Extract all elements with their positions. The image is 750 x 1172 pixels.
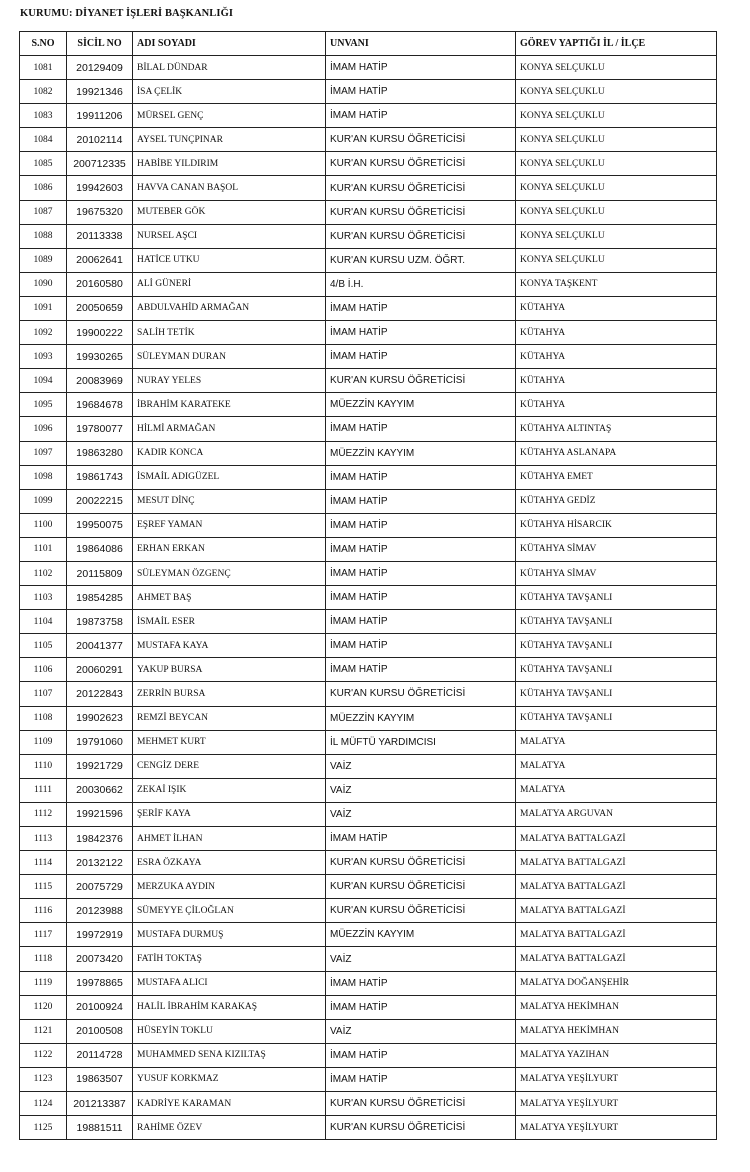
job-title: İMAM HATİP — [326, 296, 516, 320]
row-number: 1086 — [20, 176, 67, 200]
sicil-number: 20113338 — [67, 224, 133, 248]
duty-location: KÜTAHYA TAVŞANLI — [516, 634, 717, 658]
row-number: 1125 — [20, 1116, 67, 1140]
sicil-number: 19950075 — [67, 513, 133, 537]
table-row — [20, 513, 717, 537]
duty-location: KÜTAHYA ALTINTAŞ — [516, 417, 717, 441]
table-body — [20, 56, 717, 1140]
job-title: KUR'AN KURSU ÖĞRETİCİSİ — [326, 224, 516, 248]
table-row — [20, 947, 717, 971]
row-number: 1111 — [20, 778, 67, 802]
full-name: SALİH TETİK — [133, 321, 326, 345]
table-row — [20, 56, 717, 80]
duty-location: MALATYA BATTALGAZİ — [516, 851, 717, 875]
job-title: İMAM HATİP — [326, 56, 516, 80]
duty-location: KÜTAHYA — [516, 296, 717, 320]
full-name: MEHMET KURT — [133, 730, 326, 754]
full-name: AHMET İLHAN — [133, 827, 326, 851]
table-row — [20, 827, 717, 851]
table-row — [20, 200, 717, 224]
table-row — [20, 345, 717, 369]
job-title: İMAM HATİP — [326, 321, 516, 345]
sicil-number: 19942603 — [67, 176, 133, 200]
full-name: İBRAHİM KARATEKE — [133, 393, 326, 417]
sicil-number: 19780077 — [67, 417, 133, 441]
sicil-number: 19921596 — [67, 802, 133, 826]
institution-title: KURUMU: DİYANET İŞLERİ BAŞKANLIĞI — [20, 8, 234, 19]
table-row — [20, 706, 717, 730]
full-name: SÜMEYYE ÇİLOĞLAN — [133, 899, 326, 923]
table-row — [20, 778, 717, 802]
duty-location: MALATYA — [516, 754, 717, 778]
row-number: 1105 — [20, 634, 67, 658]
job-title: KUR'AN KURSU ÖĞRETİCİSİ — [326, 369, 516, 393]
full-name: REMZİ BEYCAN — [133, 706, 326, 730]
full-name: HÜSEYİN TOKLU — [133, 1019, 326, 1043]
sicil-number: 19972919 — [67, 923, 133, 947]
table-row — [20, 176, 717, 200]
full-name: MUSTAFA ALICI — [133, 971, 326, 995]
full-name: ALİ GÜNERİ — [133, 272, 326, 296]
table-row — [20, 152, 717, 176]
job-title: İMAM HATİP — [326, 489, 516, 513]
full-name: RAHİME ÖZEV — [133, 1116, 326, 1140]
sicil-number: 20060291 — [67, 658, 133, 682]
duty-location: KÜTAHYA TAVŞANLI — [516, 610, 717, 634]
full-name: AYSEL TUNÇPINAR — [133, 128, 326, 152]
row-number: 1118 — [20, 947, 67, 971]
duty-location: MALATYA BATTALGAZİ — [516, 899, 717, 923]
sicil-number: 20100924 — [67, 995, 133, 1019]
row-number: 1092 — [20, 321, 67, 345]
duty-location: MALATYA — [516, 730, 717, 754]
table-row — [20, 489, 717, 513]
table-row — [20, 465, 717, 489]
duty-location: MALATYA HEKİMHAN — [516, 1019, 717, 1043]
row-number: 1122 — [20, 1043, 67, 1067]
sicil-number: 19881511 — [67, 1116, 133, 1140]
full-name: KADIR KONCA — [133, 441, 326, 465]
row-number: 1124 — [20, 1092, 67, 1116]
sicil-number: 20083969 — [67, 369, 133, 393]
sicil-number: 20160580 — [67, 272, 133, 296]
sicil-number: 19930265 — [67, 345, 133, 369]
job-title: VAİZ — [326, 947, 516, 971]
job-title: MÜEZZİN KAYYIM — [326, 923, 516, 947]
sicil-number: 200712335 — [67, 152, 133, 176]
sicil-number: 20123988 — [67, 899, 133, 923]
column-header-title: UNVANI — [326, 32, 516, 56]
row-number: 1083 — [20, 104, 67, 128]
row-number: 1095 — [20, 393, 67, 417]
sicil-number: 19863507 — [67, 1067, 133, 1091]
table-row — [20, 802, 717, 826]
duty-location: KONYA SELÇUKLU — [516, 200, 717, 224]
sicil-number: 20115809 — [67, 561, 133, 585]
duty-location: KONYA TAŞKENT — [516, 272, 717, 296]
job-title: İMAM HATİP — [326, 345, 516, 369]
table-row — [20, 1092, 717, 1116]
row-number: 1103 — [20, 586, 67, 610]
table-row — [20, 923, 717, 947]
duty-location: KÜTAHYA EMET — [516, 465, 717, 489]
full-name: MUSTAFA DURMUŞ — [133, 923, 326, 947]
row-number: 1085 — [20, 152, 67, 176]
row-number: 1081 — [20, 56, 67, 80]
row-number: 1113 — [20, 827, 67, 851]
full-name: HAVVA CANAN BAŞOL — [133, 176, 326, 200]
job-title: İMAM HATİP — [326, 827, 516, 851]
job-title: KUR'AN KURSU ÖĞRETİCİSİ — [326, 682, 516, 706]
full-name: YUSUF KORKMAZ — [133, 1067, 326, 1091]
row-number: 1121 — [20, 1019, 67, 1043]
full-name: ESRA ÖZKAYA — [133, 851, 326, 875]
sicil-number: 19902623 — [67, 706, 133, 730]
table-row — [20, 393, 717, 417]
column-header-location: GÖREV YAPTIĞI İL / İLÇE — [516, 32, 717, 56]
table-row — [20, 441, 717, 465]
row-number: 1094 — [20, 369, 67, 393]
sicil-number: 19921729 — [67, 754, 133, 778]
row-number: 1093 — [20, 345, 67, 369]
duty-location: KÜTAHYA — [516, 321, 717, 345]
job-title: KUR'AN KURSU ÖĞRETİCİSİ — [326, 128, 516, 152]
full-name: SÜLEYMAN DURAN — [133, 345, 326, 369]
table-row — [20, 296, 717, 320]
duty-location: MALATYA YAZIHAN — [516, 1043, 717, 1067]
job-title: KUR'AN KURSU ÖĞRETİCİSİ — [326, 875, 516, 899]
full-name: HABİBE YILDIRIM — [133, 152, 326, 176]
duty-location: KÜTAHYA HİSARCIK — [516, 513, 717, 537]
job-title: VAİZ — [326, 802, 516, 826]
job-title: İMAM HATİP — [326, 1067, 516, 1091]
table-row — [20, 971, 717, 995]
row-number: 1102 — [20, 561, 67, 585]
full-name: CENGİZ DERE — [133, 754, 326, 778]
sicil-number: 19863280 — [67, 441, 133, 465]
full-name: EŞREF YAMAN — [133, 513, 326, 537]
job-title: MÜEZZİN KAYYIM — [326, 441, 516, 465]
table-row — [20, 321, 717, 345]
row-number: 1097 — [20, 441, 67, 465]
row-number: 1098 — [20, 465, 67, 489]
duty-location: MALATYA ARGUVAN — [516, 802, 717, 826]
table-row — [20, 586, 717, 610]
full-name: BİLAL DÜNDAR — [133, 56, 326, 80]
row-number: 1115 — [20, 875, 67, 899]
row-number: 1120 — [20, 995, 67, 1019]
job-title: KUR'AN KURSU ÖĞRETİCİSİ — [326, 1116, 516, 1140]
job-title: VAİZ — [326, 754, 516, 778]
job-title: VAİZ — [326, 1019, 516, 1043]
table-row — [20, 1116, 717, 1140]
table-row — [20, 851, 717, 875]
job-title: İMAM HATİP — [326, 995, 516, 1019]
full-name: İSMAİL ADIGÜZEL — [133, 465, 326, 489]
full-name: FATİH TOKTAŞ — [133, 947, 326, 971]
sicil-number: 20030662 — [67, 778, 133, 802]
duty-location: KÜTAHYA TAVŞANLI — [516, 586, 717, 610]
sicil-number: 19684678 — [67, 393, 133, 417]
table-header-row — [20, 32, 717, 56]
sicil-number: 20129409 — [67, 56, 133, 80]
table-row — [20, 104, 717, 128]
duty-location: MALATYA YEŞİLYURT — [516, 1092, 717, 1116]
sicil-number: 19921346 — [67, 80, 133, 104]
row-number: 1123 — [20, 1067, 67, 1091]
row-number: 1117 — [20, 923, 67, 947]
duty-location: MALATYA BATTALGAZİ — [516, 875, 717, 899]
job-title: İMAM HATİP — [326, 1043, 516, 1067]
duty-location: MALATYA HEKİMHAN — [516, 995, 717, 1019]
table-row — [20, 128, 717, 152]
job-title: İMAM HATİP — [326, 513, 516, 537]
row-number: 1099 — [20, 489, 67, 513]
job-title: VAİZ — [326, 778, 516, 802]
table-row — [20, 754, 717, 778]
duty-location: KONYA SELÇUKLU — [516, 248, 717, 272]
job-title: İMAM HATİP — [326, 80, 516, 104]
job-title: İMAM HATİP — [326, 561, 516, 585]
sicil-number: 20073420 — [67, 947, 133, 971]
full-name: KADRİYE KARAMAN — [133, 1092, 326, 1116]
full-name: MESUT DİNÇ — [133, 489, 326, 513]
row-number: 1089 — [20, 248, 67, 272]
row-number: 1082 — [20, 80, 67, 104]
table-row — [20, 80, 717, 104]
duty-location: MALATYA BATTALGAZİ — [516, 947, 717, 971]
duty-location: MALATYA YEŞİLYURT — [516, 1116, 717, 1140]
table-row — [20, 658, 717, 682]
job-title: İMAM HATİP — [326, 634, 516, 658]
table-row — [20, 1019, 717, 1043]
sicil-number: 19900222 — [67, 321, 133, 345]
row-number: 1088 — [20, 224, 67, 248]
sicil-number: 20100508 — [67, 1019, 133, 1043]
sicil-number: 19791060 — [67, 730, 133, 754]
table-row — [20, 899, 717, 923]
full-name: ERHAN ERKAN — [133, 537, 326, 561]
table-row — [20, 1067, 717, 1091]
row-number: 1101 — [20, 537, 67, 561]
job-title: İL MÜFTÜ YARDIMCISI — [326, 730, 516, 754]
row-number: 1119 — [20, 971, 67, 995]
full-name: MUHAMMED SENA KIZILTAŞ — [133, 1043, 326, 1067]
full-name: SÜLEYMAN ÖZGENÇ — [133, 561, 326, 585]
duty-location: KONYA SELÇUKLU — [516, 176, 717, 200]
row-number: 1087 — [20, 200, 67, 224]
full-name: NURAY YELES — [133, 369, 326, 393]
table-row — [20, 224, 717, 248]
sicil-number: 20102114 — [67, 128, 133, 152]
table-row — [20, 634, 717, 658]
job-title: KUR'AN KURSU ÖĞRETİCİSİ — [326, 176, 516, 200]
duty-location: KÜTAHYA — [516, 345, 717, 369]
job-title: MÜEZZİN KAYYIM — [326, 393, 516, 417]
full-name: ZEKAİ IŞIK — [133, 778, 326, 802]
row-number: 1114 — [20, 851, 67, 875]
full-name: HİLMİ ARMAĞAN — [133, 417, 326, 441]
sicil-number: 19861743 — [67, 465, 133, 489]
duty-location: MALATYA YEŞİLYURT — [516, 1067, 717, 1091]
job-title: KUR'AN KURSU ÖĞRETİCİSİ — [326, 1092, 516, 1116]
sicil-number: 19978865 — [67, 971, 133, 995]
duty-location: KÜTAHYA ASLANAPA — [516, 441, 717, 465]
sicil-number: 19854285 — [67, 586, 133, 610]
duty-location: KÜTAHYA TAVŞANLI — [516, 658, 717, 682]
sicil-number: 19842376 — [67, 827, 133, 851]
table-row — [20, 682, 717, 706]
job-title: İMAM HATİP — [326, 417, 516, 441]
full-name: İSMAİL ESER — [133, 610, 326, 634]
row-number: 1096 — [20, 417, 67, 441]
job-title: KUR'AN KURSU ÖĞRETİCİSİ — [326, 851, 516, 875]
full-name: MUSTAFA KAYA — [133, 634, 326, 658]
duty-location: KONYA SELÇUKLU — [516, 224, 717, 248]
duty-location: KÜTAHYA GEDİZ — [516, 489, 717, 513]
row-number: 1109 — [20, 730, 67, 754]
table-row — [20, 248, 717, 272]
sicil-number: 201213387 — [67, 1092, 133, 1116]
job-title: İMAM HATİP — [326, 537, 516, 561]
duty-location: MALATYA BATTALGAZİ — [516, 923, 717, 947]
full-name: MERZUKA AYDIN — [133, 875, 326, 899]
job-title: KUR'AN KURSU ÖĞRETİCİSİ — [326, 152, 516, 176]
full-name: HATİCE UTKU — [133, 248, 326, 272]
job-title: İMAM HATİP — [326, 586, 516, 610]
full-name: NURSEL AŞCI — [133, 224, 326, 248]
column-header-name: ADI SOYADI — [133, 32, 326, 56]
row-number: 1116 — [20, 899, 67, 923]
row-number: 1107 — [20, 682, 67, 706]
row-number: 1090 — [20, 272, 67, 296]
full-name: İSA ÇELİK — [133, 80, 326, 104]
table-row — [20, 995, 717, 1019]
duty-location: KÜTAHYA — [516, 393, 717, 417]
table-row — [20, 610, 717, 634]
duty-location: KONYA SELÇUKLU — [516, 104, 717, 128]
table-row — [20, 875, 717, 899]
full-name: ŞERİF KAYA — [133, 802, 326, 826]
table-row — [20, 561, 717, 585]
duty-location: MALATYA — [516, 778, 717, 802]
row-number: 1084 — [20, 128, 67, 152]
personnel-table — [19, 31, 717, 1140]
job-title: İMAM HATİP — [326, 465, 516, 489]
full-name: YAKUP BURSA — [133, 658, 326, 682]
duty-location: MALATYA DOĞANŞEHİR — [516, 971, 717, 995]
sicil-number: 19873758 — [67, 610, 133, 634]
full-name: MÜRSEL GENÇ — [133, 104, 326, 128]
sicil-number: 20050659 — [67, 296, 133, 320]
row-number: 1106 — [20, 658, 67, 682]
table-row — [20, 1043, 717, 1067]
job-title: İMAM HATİP — [326, 658, 516, 682]
duty-location: MALATYA BATTALGAZİ — [516, 827, 717, 851]
table-row — [20, 417, 717, 441]
table-row — [20, 272, 717, 296]
job-title: MÜEZZİN KAYYIM — [326, 706, 516, 730]
full-name: AHMET BAŞ — [133, 586, 326, 610]
duty-location: KÜTAHYA SİMAV — [516, 537, 717, 561]
full-name: HALİL İBRAHİM KARAKAŞ — [133, 995, 326, 1019]
column-header-sicil-no: SİCİL NO — [67, 32, 133, 56]
job-title: 4/B İ.H. — [326, 272, 516, 296]
sicil-number: 20132122 — [67, 851, 133, 875]
job-title: İMAM HATİP — [326, 610, 516, 634]
row-number: 1108 — [20, 706, 67, 730]
sicil-number: 19675320 — [67, 200, 133, 224]
row-number: 1100 — [20, 513, 67, 537]
table-row — [20, 730, 717, 754]
row-number: 1091 — [20, 296, 67, 320]
column-header-sno: S.NO — [20, 32, 67, 56]
duty-location: KÜTAHYA — [516, 369, 717, 393]
duty-location: KÜTAHYA SİMAV — [516, 561, 717, 585]
sicil-number: 20022215 — [67, 489, 133, 513]
row-number: 1104 — [20, 610, 67, 634]
row-number: 1110 — [20, 754, 67, 778]
row-number: 1112 — [20, 802, 67, 826]
job-title: KUR'AN KURSU UZM. ÖĞRT. — [326, 248, 516, 272]
duty-location: KONYA SELÇUKLU — [516, 80, 717, 104]
table-row — [20, 369, 717, 393]
full-name: ZERRİN BURSA — [133, 682, 326, 706]
duty-location: KONYA SELÇUKLU — [516, 128, 717, 152]
job-title: İMAM HATİP — [326, 971, 516, 995]
duty-location: KONYA SELÇUKLU — [516, 56, 717, 80]
job-title: KUR'AN KURSU ÖĞRETİCİSİ — [326, 200, 516, 224]
sicil-number: 20114728 — [67, 1043, 133, 1067]
table-row — [20, 537, 717, 561]
sicil-number: 20062641 — [67, 248, 133, 272]
job-title: KUR'AN KURSU ÖĞRETİCİSİ — [326, 899, 516, 923]
sicil-number: 20041377 — [67, 634, 133, 658]
sicil-number: 19911206 — [67, 104, 133, 128]
sicil-number: 19864086 — [67, 537, 133, 561]
full-name: ABDULVAHİD ARMAĞAN — [133, 296, 326, 320]
full-name: MUTEBER GÖK — [133, 200, 326, 224]
sicil-number: 20075729 — [67, 875, 133, 899]
duty-location: KÜTAHYA TAVŞANLI — [516, 682, 717, 706]
duty-location: KÜTAHYA TAVŞANLI — [516, 706, 717, 730]
sicil-number: 20122843 — [67, 682, 133, 706]
duty-location: KONYA SELÇUKLU — [516, 152, 717, 176]
job-title: İMAM HATİP — [326, 104, 516, 128]
